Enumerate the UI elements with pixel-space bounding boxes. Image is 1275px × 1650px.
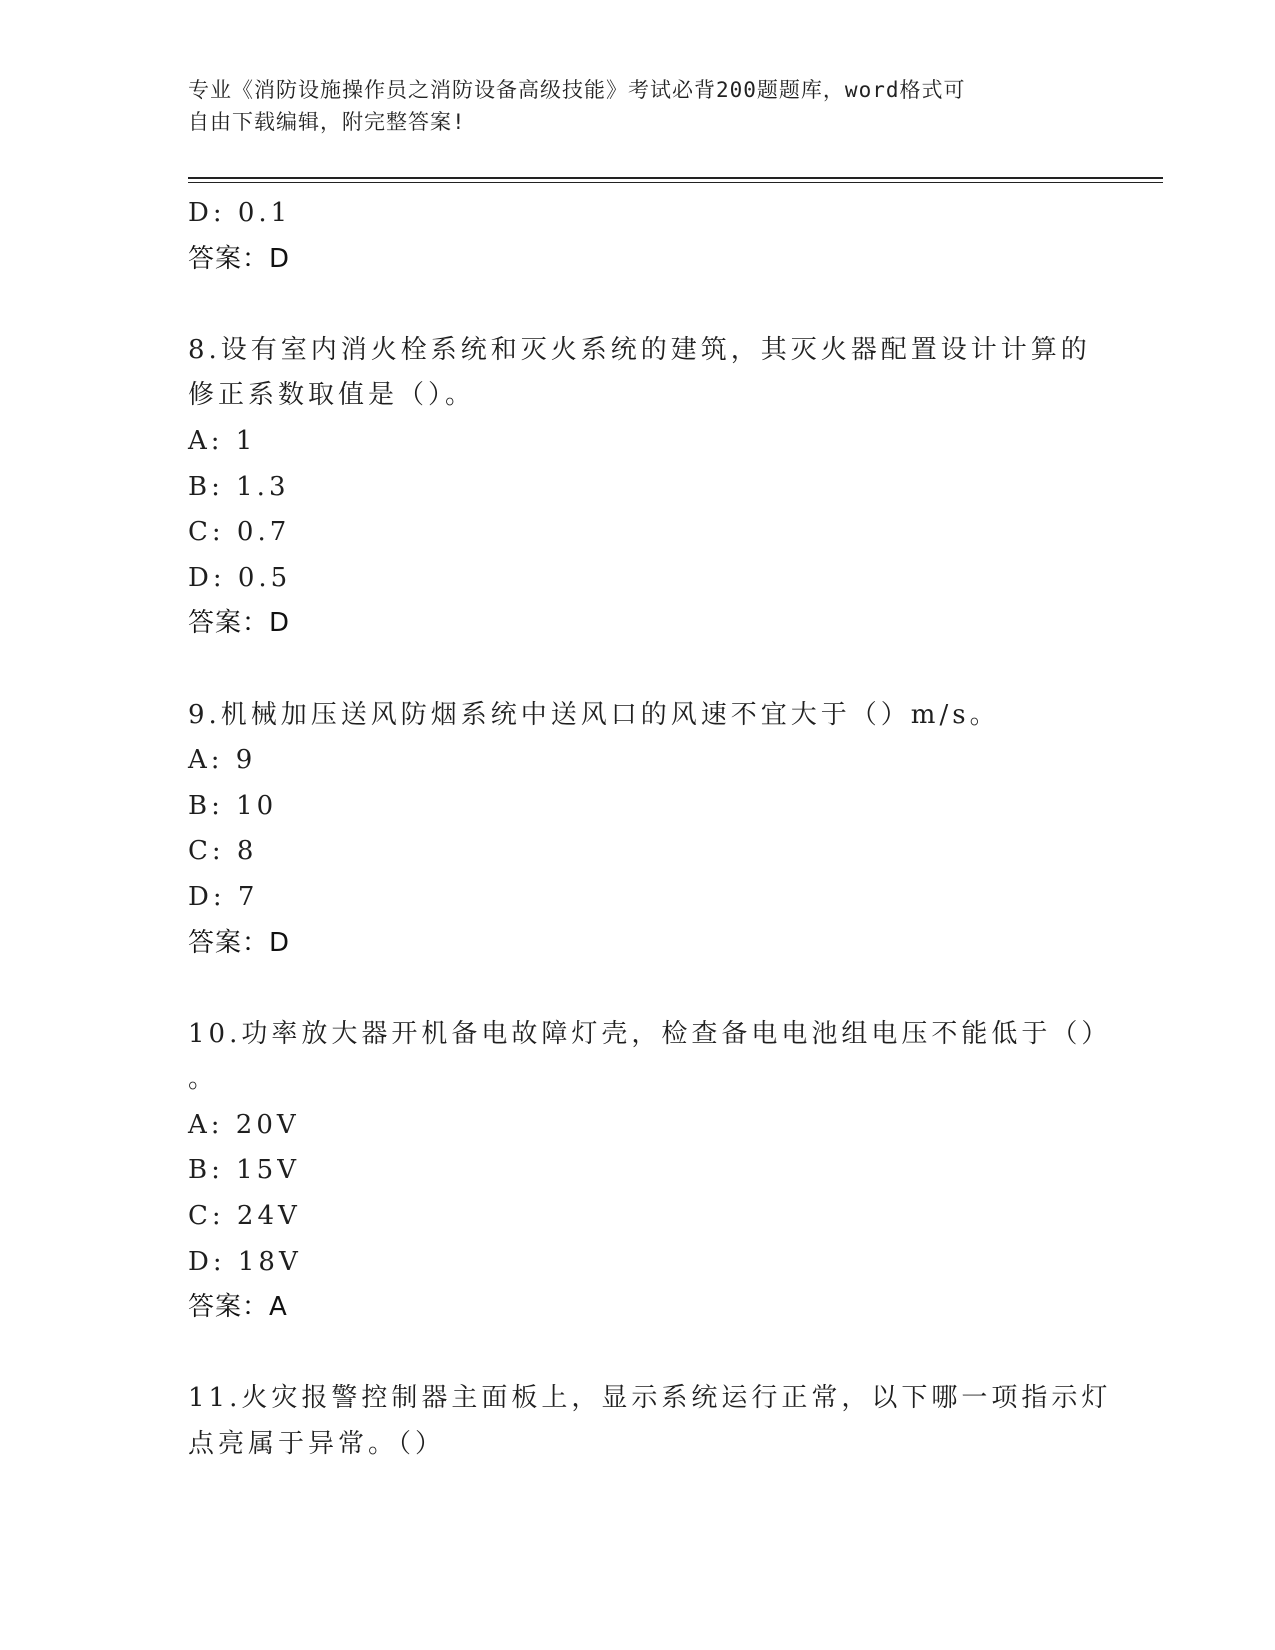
option-d: D: 0.1 (188, 198, 292, 228)
question-stem-line-1: 8.设有室内消火栓系统和灭火系统的建筑，其灭火器配置设计计算的 (188, 334, 1091, 365)
answer-line: 答案：D (188, 243, 291, 274)
header-title-line-2: 自由下载编辑，附完整答案! (188, 110, 466, 134)
spacer (188, 647, 1088, 693)
option-d: D: 18V (188, 1246, 302, 1277)
option-c: C: 24V (188, 1201, 301, 1232)
question-stem-line-2: 点亮属于异常。（） (188, 1429, 446, 1460)
option-d: D: 0.5 (188, 562, 292, 593)
question-stem-line-1: 11.火灾报警控制器主面板上，显示系统运行正常，以下哪一项指示灯 (188, 1383, 1112, 1414)
question-stem-line-1: 10.功率放大器开机备电故障灯壳，检查备电电池组电压不能低于（） (188, 1018, 1112, 1049)
question-9 (188, 693, 1088, 967)
question-list (188, 191, 1112, 1468)
spacer (188, 966, 1088, 1012)
option-a: A: 1 (188, 425, 257, 456)
header-divider-thick (188, 177, 1163, 179)
question-stem-line-2: 。 (188, 1064, 219, 1095)
option-b: B: 10 (188, 790, 278, 821)
option-b: B: 15V (188, 1155, 300, 1186)
question-8 (188, 328, 1091, 647)
answer-line: 答案：D (188, 927, 291, 958)
header-divider-thin (188, 182, 1163, 183)
option-b: B: 1.3 (188, 471, 290, 502)
question-stem-line-2: 修正系数取值是（）。 (188, 380, 476, 411)
header-title-line-1: 专业《消防设施操作员之消防设备高级技能》考试必背200题题库，word格式可 (188, 78, 966, 102)
answer-line: 答案：A (188, 1292, 288, 1323)
option-c: C: 8 (188, 836, 258, 867)
question-11 (188, 1376, 1112, 1467)
page-header (188, 74, 1068, 138)
spacer (188, 1331, 1088, 1377)
option-d: D: 7 (188, 881, 259, 912)
question-7 (188, 191, 1088, 282)
spacer (188, 282, 1088, 328)
option-a: A: 9 (188, 745, 257, 776)
question-stem-line-1: 9.机械加压送风防烟系统中送风口的风速不宜大于（）m/s。 (188, 699, 1000, 730)
answer-line: 答案：D (188, 608, 291, 639)
option-a: A: 20V (188, 1109, 300, 1140)
option-c: C: 0.7 (188, 517, 291, 548)
question-10 (188, 1012, 1112, 1331)
